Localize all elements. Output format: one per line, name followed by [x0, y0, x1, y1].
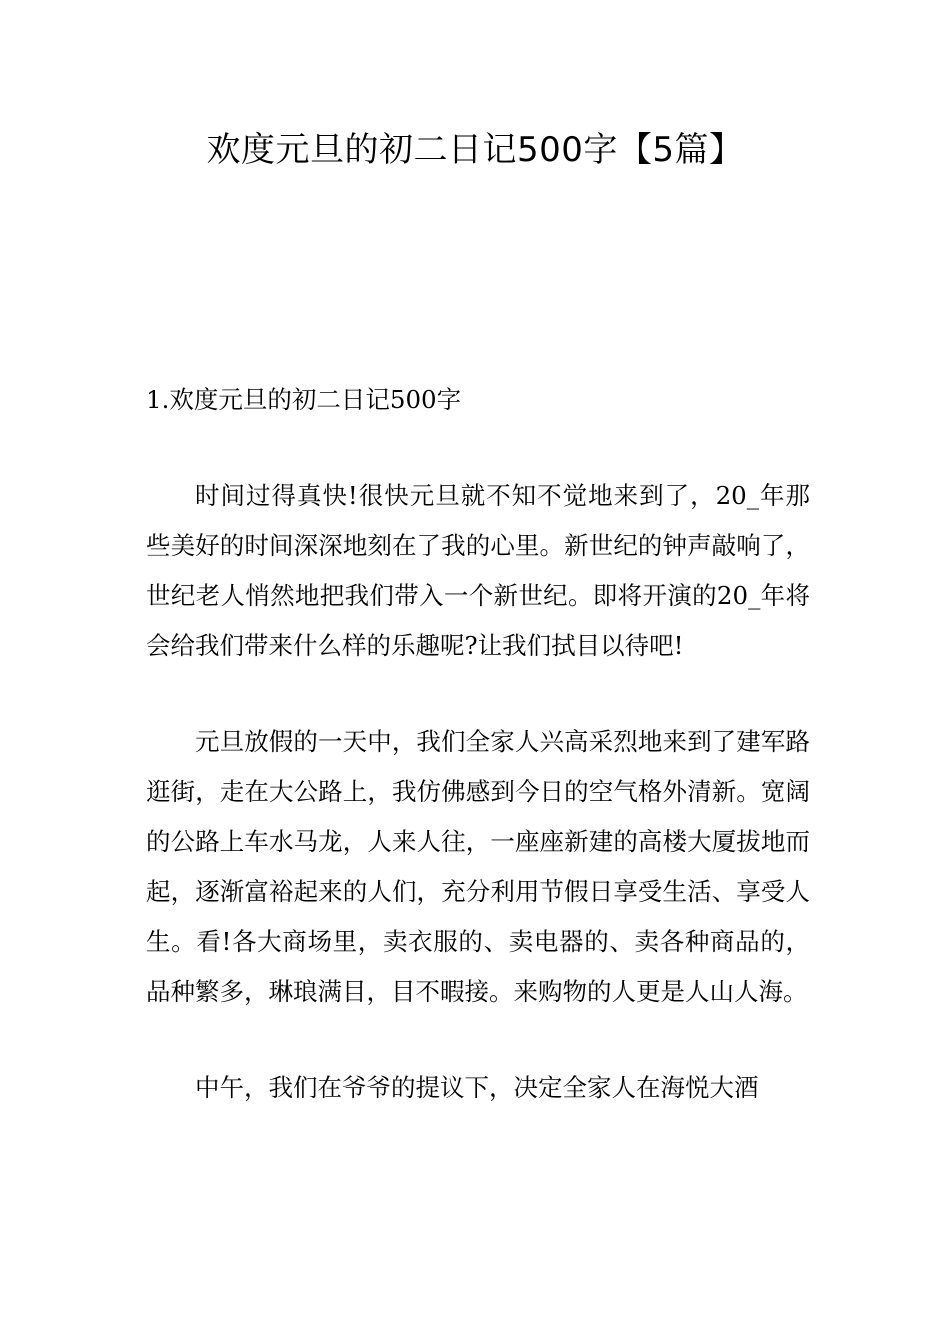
paragraph-2: 元旦放假的一天中，我们全家人兴高采烈地来到了建军路逛街，走在大公路上，我仿佛感到今日的空气格外清新。宽阔的公路上车水马龙，人来人往，一座座新建的高楼大厦拔地而起，逐渐富裕起来的人们，充分利用节假日享受生活、享受人生。看!各大商场里，卖衣服的、卖电器的、卖各种商品的，品种繁多，琳琅满目，目不暇接。来购物的人更是人山人海。	[146, 727, 810, 1006]
document-body	[146, 375, 810, 1159]
document-title: 欢度元旦的初二日记500字【5篇】	[206, 130, 744, 170]
section-heading: 1.欢度元旦的初二日记500字	[146, 385, 462, 414]
paragraph-1: 时间过得真快!很快元旦就不知不觉地来到了，20_年那些美好的时间深深地刻在了我的心里。新世纪的钟声敲响了，世纪老人悄然地把我们带入一个新世纪。即将开演的20_年将会给我们带来什么样的乐趣呢?让我们拭目以待吧!	[146, 481, 810, 660]
paragraph-3: 中午，我们在爷爷的提议下，决定全家人在海悦大酒	[195, 1073, 759, 1102]
